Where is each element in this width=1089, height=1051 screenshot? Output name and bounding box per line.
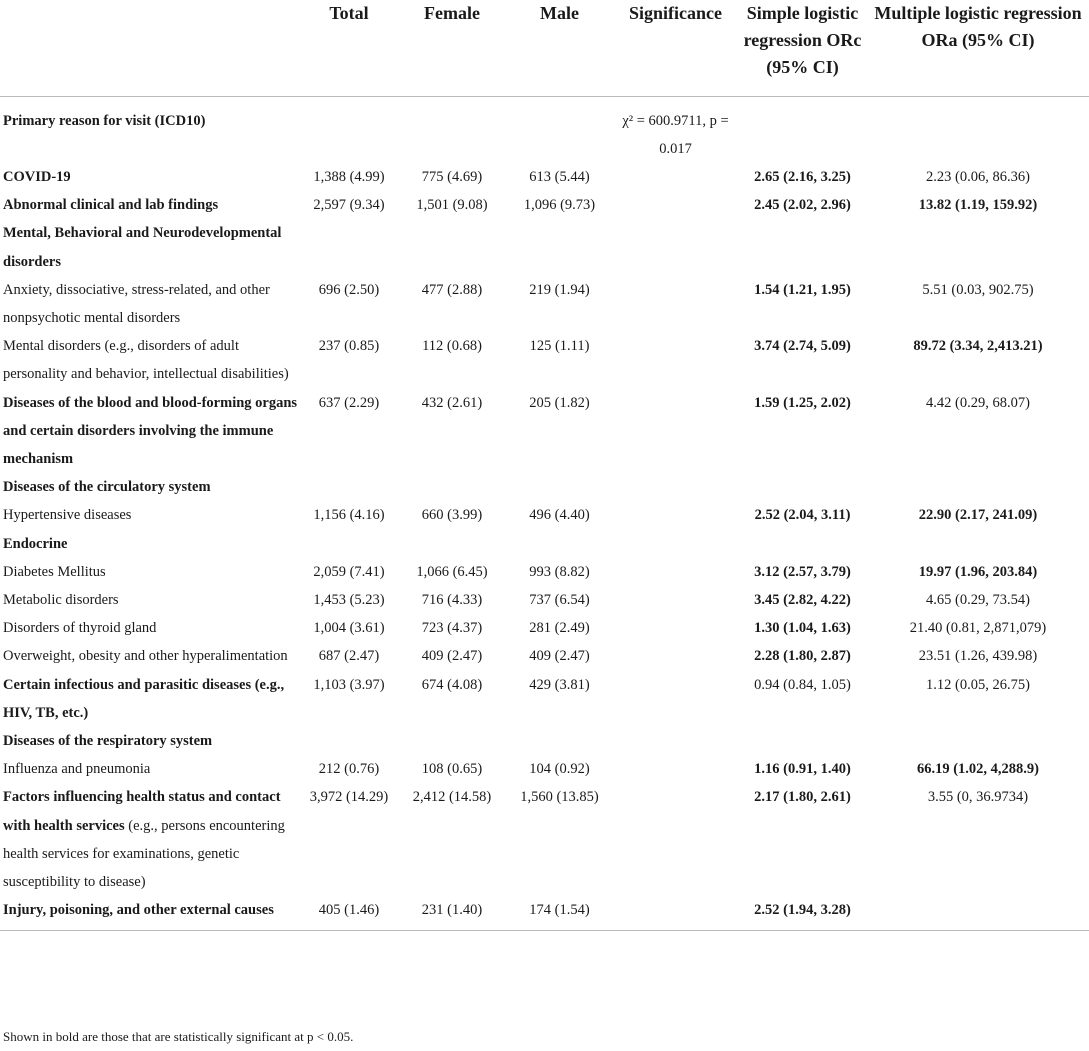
cell-male: 281 (2.49) — [529, 620, 590, 637]
cell-significance — [613, 671, 738, 727]
cell-female: 112 (0.68) — [422, 338, 482, 355]
row-label — [0, 501, 300, 529]
cell-male: 104 (0.92) — [529, 761, 590, 778]
cell-significance — [613, 163, 738, 191]
cell-total — [300, 473, 398, 501]
cell-orc: 3.12 (2.57, 3.79) — [754, 563, 851, 580]
row-label — [0, 96, 300, 163]
footnote: Shown in bold are those that are statistically significant at p < 0.05. — [3, 1029, 354, 1044]
cell-ora: 66.19 (1.02, 4,288.9) — [916, 761, 1040, 778]
cell-ora: 89.72 (3.34, 2,413.21) — [913, 338, 1043, 355]
cell-male: 993 (8.82) — [529, 563, 590, 580]
table-row — [0, 473, 1089, 501]
cell-female — [398, 530, 506, 558]
cell-significance — [613, 614, 738, 642]
cell-male: 1,560 (13.85) — [520, 789, 599, 806]
cell-significance: χ² = 600.9711, p = 0.017 — [622, 112, 729, 157]
row-label-text: Certain infectious and parasitic diseases (e.g., HIV, TB, etc.) — [3, 676, 285, 721]
cell-female — [398, 727, 506, 755]
cell-total: 1,388 (4.99) — [313, 168, 385, 185]
cell-female: 1,066 (6.45) — [416, 563, 488, 580]
row-label-text: Diseases of the circulatory system — [3, 479, 211, 496]
cell-male: 737 (6.54) — [529, 591, 590, 608]
cell-significance — [613, 586, 738, 614]
table-row — [0, 558, 1089, 586]
cell-significance — [613, 332, 738, 388]
table-row — [0, 755, 1089, 783]
row-label — [0, 332, 300, 388]
cell-total — [300, 530, 398, 558]
row-label-text: Anxiety, dissociative, stress-related, and other nonpsychotic mental disorders — [3, 281, 270, 326]
cell-ora: 1.12 (0.05, 26.75) — [926, 676, 1030, 693]
cell-orc — [738, 530, 867, 558]
row-label — [0, 276, 300, 332]
cell-ora — [867, 96, 1089, 163]
cell-significance — [613, 642, 738, 670]
table-row — [0, 530, 1089, 558]
cell-orc — [738, 96, 867, 163]
cell-orc: 2.28 (1.80, 2.87) — [754, 648, 851, 665]
table-row — [0, 191, 1089, 219]
cell-significance — [613, 219, 738, 275]
row-label — [0, 586, 300, 614]
cell-orc: 2.52 (2.04, 3.11) — [754, 507, 851, 524]
row-label-text: Hypertensive diseases — [3, 507, 132, 524]
cell-ora — [867, 219, 1089, 275]
cell-female: 723 (4.37) — [421, 620, 483, 637]
cell-male: 125 (1.11) — [529, 338, 590, 355]
row-label — [0, 755, 300, 783]
row-label — [0, 642, 300, 670]
row-label-text: Metabolic disorders — [3, 591, 119, 608]
cell-female: 1,501 (9.08) — [416, 197, 488, 214]
cell-orc — [738, 727, 867, 755]
cell-ora: 22.90 (2.17, 241.09) — [918, 507, 1038, 524]
header-multiple-regression: Multiple logistic regression ORa (95% CI) — [867, 0, 1089, 96]
cell-total: 3,972 (14.29) — [309, 789, 389, 806]
row-label-text: Primary reason for visit (ICD10) — [3, 112, 206, 129]
row-label-text: Factors influencing health status and contact with health services — [3, 789, 281, 834]
cell-male: 496 (4.40) — [529, 507, 590, 524]
table-row — [0, 332, 1089, 388]
row-label — [0, 727, 300, 755]
row-label — [0, 473, 300, 501]
cell-total: 237 (0.85) — [318, 338, 380, 355]
cell-total: 2,597 (9.34) — [313, 197, 385, 214]
cell-significance — [613, 389, 738, 474]
cell-female — [398, 219, 506, 275]
cell-orc — [738, 219, 867, 275]
row-label-text: COVID-19 — [3, 168, 71, 185]
row-label-text: Overweight, obesity and other hyperalimentation — [3, 648, 288, 665]
cell-female: 660 (3.99) — [421, 507, 483, 524]
cell-orc: 2.52 (1.94, 3.28) — [738, 896, 867, 931]
header-total: Total — [300, 0, 398, 96]
row-label-text: Disorders of thyroid gland — [3, 620, 157, 637]
row-label-text: Diabetes Mellitus — [3, 563, 106, 580]
header-significance: Significance — [613, 0, 738, 96]
cell-male: 219 (1.94) — [529, 281, 590, 298]
table-row — [0, 783, 1089, 896]
table-row — [0, 642, 1089, 670]
row-label — [0, 783, 300, 896]
cell-male: 429 (3.81) — [529, 676, 590, 693]
cell-total: 1,103 (3.97) — [313, 676, 385, 693]
cell-total: 212 (0.76) — [318, 761, 380, 778]
cell-ora: 19.97 (1.96, 203.84) — [918, 563, 1038, 580]
cell-total: 637 (2.29) — [318, 394, 380, 411]
cell-male: 1,096 (9.73) — [523, 197, 596, 214]
cell-orc — [738, 473, 867, 501]
cell-male — [506, 727, 613, 755]
row-label — [0, 558, 300, 586]
cell-ora — [867, 530, 1089, 558]
cell-female — [398, 473, 506, 501]
table-row — [0, 276, 1089, 332]
cell-significance — [613, 783, 738, 896]
row-label-extra: (e.g., persons encountering health services for examinations, genetic susceptibility to disease) — [3, 817, 285, 890]
cell-significance — [613, 727, 738, 755]
cell-ora: 21.40 (0.81, 2,871,079) — [909, 620, 1047, 637]
cell-male — [506, 219, 613, 275]
table-row — [0, 163, 1089, 191]
cell-ora — [867, 727, 1089, 755]
cell-female — [398, 96, 506, 163]
cell-male: 205 (1.82) — [529, 394, 590, 411]
cell-ora: 23.51 (1.26, 439.98) — [918, 648, 1038, 665]
table-row — [0, 671, 1089, 727]
cell-total — [300, 727, 398, 755]
cell-female: 674 (4.08) — [421, 676, 483, 693]
cell-male — [506, 96, 613, 163]
cell-total: 1,453 (5.23) — [313, 591, 385, 608]
table-row — [0, 501, 1089, 529]
row-label — [0, 219, 300, 275]
row-label — [0, 163, 300, 191]
cell-significance — [613, 530, 738, 558]
header-row — [0, 0, 1089, 96]
cell-orc: 1.16 (0.91, 1.40) — [754, 761, 851, 778]
row-label — [0, 614, 300, 642]
row-label-text: Injury, poisoning, and other external causes — [3, 902, 274, 919]
cell-ora: 5.51 (0.03, 902.75) — [922, 281, 1034, 298]
cell-orc: 1.30 (1.04, 1.63) — [754, 620, 851, 637]
row-label — [0, 530, 300, 558]
cell-ora — [867, 473, 1089, 501]
cell-orc: 1.54 (1.21, 1.95) — [754, 281, 851, 298]
cell-male: 613 (5.44) — [529, 168, 590, 185]
table-row — [0, 96, 1089, 163]
cell-significance — [613, 473, 738, 501]
cell-female: 716 (4.33) — [421, 591, 483, 608]
cell-ora: 4.42 (0.29, 68.07) — [926, 394, 1030, 411]
cell-significance — [613, 191, 738, 219]
row-label — [0, 671, 300, 727]
row-label-text: Diseases of the blood and blood-forming organs and certain disorders involving the immune mechanism — [3, 394, 298, 467]
row-label-text: Diseases of the respiratory system — [3, 732, 213, 749]
header-label — [0, 0, 300, 96]
cell-total — [300, 219, 398, 275]
table-row — [0, 896, 1089, 931]
cell-orc: 2.17 (1.80, 2.61) — [754, 789, 851, 806]
cell-total: 1,156 (4.16) — [313, 507, 385, 524]
cell-male: 409 (2.47) — [529, 648, 590, 665]
row-label-text: Influenza and pneumonia — [3, 761, 151, 778]
table-header — [0, 0, 1089, 96]
cell-orc: 0.94 (0.84, 1.05) — [754, 676, 851, 693]
cell-total: 2,059 (7.41) — [313, 563, 385, 580]
cell-total: 1,004 (3.61) — [313, 620, 385, 637]
cell-female: 2,412 (14.58) — [412, 789, 492, 806]
cell-male — [506, 473, 613, 501]
table-body — [0, 96, 1089, 931]
header-male: Male — [506, 0, 613, 96]
cell-female: 477 (2.88) — [421, 281, 483, 298]
cell-female: 775 (4.69) — [421, 168, 483, 185]
table-row — [0, 389, 1089, 474]
row-label-text: Abnormal clinical and lab findings — [3, 197, 219, 214]
cell-ora: 3.55 (0, 36.9734) — [927, 789, 1029, 806]
cell-total: 687 (2.47) — [318, 648, 380, 665]
row-label-text: Mental, Behavioral and Neurodevelopmental disorders — [3, 225, 282, 270]
row-label — [0, 191, 300, 219]
row-label-text: Mental disorders (e.g., disorders of adult personality and behavior, intellectual disabilities) — [3, 338, 289, 383]
cell-ora: 4.65 (0.29, 73.54) — [926, 591, 1030, 608]
cell-orc: 1.59 (1.25, 2.02) — [754, 394, 851, 411]
table-row — [0, 727, 1089, 755]
cell-orc: 3.45 (2.82, 4.22) — [754, 591, 851, 608]
table-row — [0, 614, 1089, 642]
row-label — [0, 896, 300, 931]
cell-significance — [613, 755, 738, 783]
cell-total — [300, 96, 398, 163]
row-label-text: Endocrine — [3, 535, 68, 552]
cell-female: 231 (1.40) — [398, 896, 506, 931]
cell-significance — [613, 276, 738, 332]
cell-male: 174 (1.54) — [506, 896, 613, 931]
cell-significance — [613, 896, 738, 931]
cell-female: 432 (2.61) — [421, 394, 483, 411]
cell-ora: 13.82 (1.19, 159.92) — [918, 197, 1038, 214]
cell-female: 409 (2.47) — [421, 648, 483, 665]
header-female: Female — [398, 0, 506, 96]
cell-total: 696 (2.50) — [318, 281, 380, 298]
cell-significance — [613, 558, 738, 586]
table-row — [0, 219, 1089, 275]
row-label — [0, 389, 300, 474]
cell-ora: 2.23 (0.06, 86.36) — [926, 168, 1030, 185]
cell-total: 405 (1.46) — [300, 896, 398, 931]
cell-ora — [867, 896, 1089, 931]
table-row — [0, 586, 1089, 614]
cell-orc: 3.74 (2.74, 5.09) — [754, 338, 851, 355]
cell-orc: 2.45 (2.02, 2.96) — [754, 197, 851, 214]
cell-significance — [613, 501, 738, 529]
cell-female: 108 (0.65) — [421, 761, 483, 778]
cell-male — [506, 530, 613, 558]
header-simple-regression: Simple logistic regression ORc (95% CI) — [738, 0, 867, 96]
cell-orc: 2.65 (2.16, 3.25) — [754, 168, 851, 185]
